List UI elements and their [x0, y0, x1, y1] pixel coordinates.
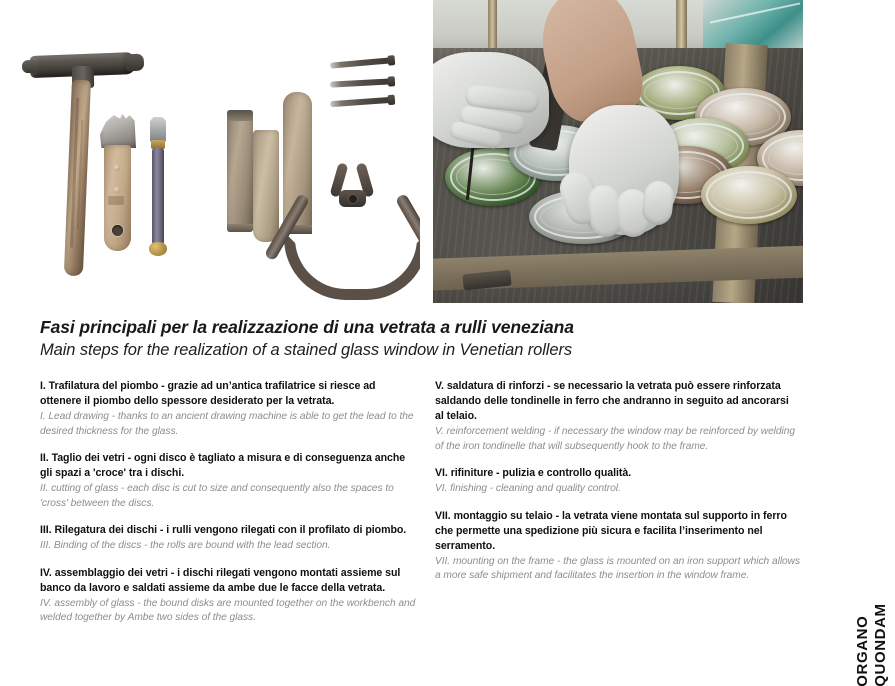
step-item — [40, 523, 416, 554]
page-title: Fasi principali per la realizzazione di una vetrata a rulli veneziana — [40, 317, 574, 337]
step-text-it: III. Rilegatura dei dischi - i rulli vengono rilegati con il profilato di piombo. — [40, 524, 407, 537]
workshop-photo — [433, 0, 803, 303]
handle-stamp-icon — [108, 196, 124, 205]
pliers-bow-icon — [284, 232, 420, 300]
step-text-it: V. saldatura di rinforzi - se necessario la vetrata può essere rinforzata saldando delle tondinelle in ferro che andranno in seguito ad ancorarsi al telaio. — [435, 380, 789, 423]
glass-cutter-tip-icon — [150, 117, 166, 142]
step-text-it: VI. rifiniture - pulizia e controllo qualità. — [435, 467, 632, 480]
step-item — [40, 379, 416, 439]
step-text-it: I. Trafilatura del piombo - grazie ad un’antica trafilatrice si riesce ad ottenere il piombo dello spessore desiderato per la vetrata. — [40, 380, 376, 408]
window-mullion — [676, 0, 687, 52]
steps-column-right — [435, 379, 800, 584]
hammer-handle-icon — [64, 80, 91, 277]
gloved-hand-left — [433, 52, 549, 148]
step-item — [435, 466, 800, 497]
brand-line-1: ORGANO — [853, 615, 871, 686]
putty-knife-blade-icon — [100, 113, 136, 148]
step-text-en: II. cutting of glass - each disc is cut to size and consequently also the spaces to 'cross' between the discs. — [40, 483, 394, 509]
step-item — [40, 451, 416, 511]
hang-hole-icon — [112, 225, 123, 236]
rivet-icon — [114, 165, 120, 171]
step-text-en: IV. assembly of glass - the bound disks are mounted together on the workbench and welded together by Ambe two sides of the glass. — [40, 597, 416, 624]
brand-line-2: QUONDAM — [871, 603, 889, 686]
rivet-icon — [114, 187, 120, 193]
glass-disc — [701, 166, 797, 224]
step-text-en: VII. mounting on the frame - the glass is mounted on an iron support which allows a more safe shipment and facilitates the insertion in the window frame. — [435, 555, 800, 582]
step-text-en: I. Lead drawing - thanks to an ancient drawing machine is able to get the lead to the desired thickness for the glass. — [40, 411, 414, 437]
lead-strip-icon — [227, 110, 253, 232]
step-text-en: V. reinforcement welding - if necessary the window may be reinforced by welding of the iron tondinelle that will subsequently hook to the frame. — [435, 426, 795, 452]
step-text-it: VII. montaggio su telaio - la vetrata viene montata sul supporto in ferro che permette una spedizione più sicura e facilita l’inserimento nel serramento. — [435, 509, 787, 552]
step-item — [40, 566, 416, 626]
disc-ring — [712, 177, 786, 213]
nail-icon — [330, 57, 392, 68]
glass-cutter-body-icon — [152, 148, 164, 245]
step-text-en: VI. finishing - cleaning and quality control. — [435, 483, 621, 495]
nail-icon — [330, 97, 392, 107]
nail-icon — [330, 78, 392, 87]
step-text-it: II. Taglio dei vetri - ogni disco è tagliato a misura e di conseguenza anche gli spazi a 'croce' tra i dischi. — [40, 452, 406, 480]
title-block — [40, 316, 574, 362]
tools-photo — [0, 0, 420, 305]
step-item — [435, 379, 800, 454]
step-item — [435, 509, 800, 584]
brand-rotated-text — [854, 603, 889, 686]
gloved-hand-right — [569, 105, 679, 235]
step-text-en: III. Binding of the discs - the rolls are bound with the lead section. — [40, 540, 331, 552]
lead-strip-icon — [253, 130, 279, 242]
brand-mark — [806, 568, 889, 686]
pliers-pivot-icon — [339, 190, 366, 207]
glass-cutter-knob-icon — [149, 242, 167, 256]
step-text-it: IV. assemblaggio dei vetri - i dischi rilegati vengono montati assieme sul banco da lavoro e saldati assieme da ambe due le facce della vetrata. — [40, 566, 401, 594]
steps-column-left — [40, 379, 416, 626]
page-subtitle: Main steps for the realization of a stained glass window in Venetian rollers — [40, 341, 572, 360]
